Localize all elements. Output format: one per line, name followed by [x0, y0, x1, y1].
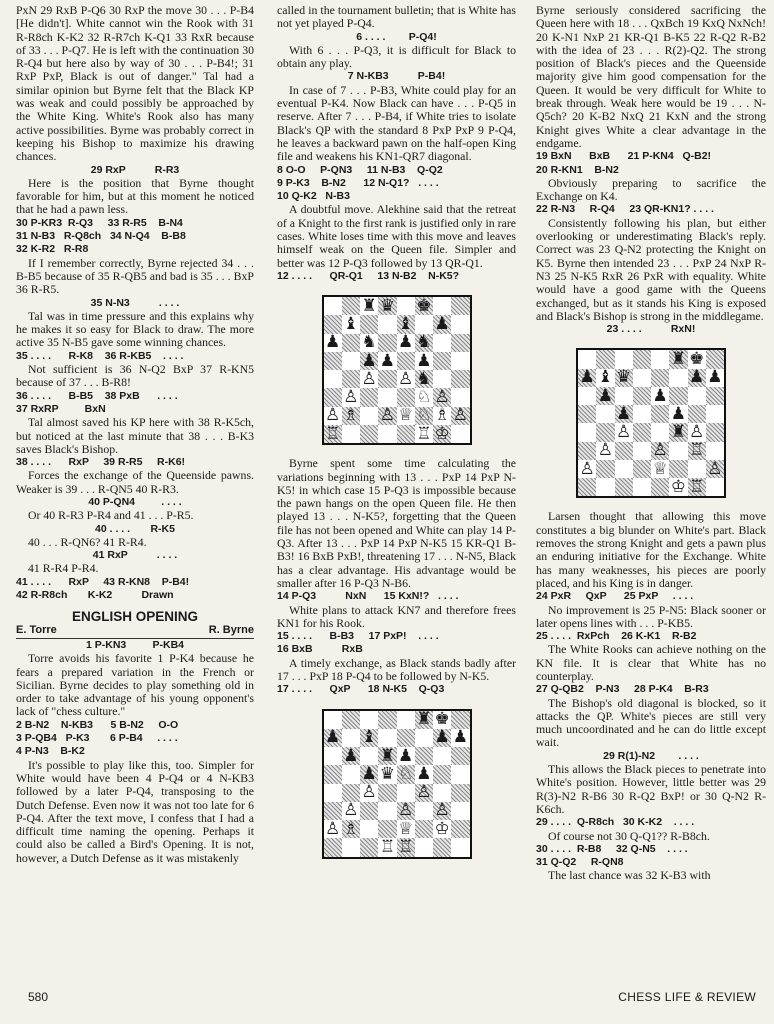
white-pawn-icon: ♙: [416, 783, 432, 802]
board-square: [324, 352, 342, 370]
annotation-paragraph: Larsen thought that allowing this move constitutes a big blunder on White's part. Black removes the strong Knight and gets a pawn plus an enduring initiative for the Exchange. White has many weaknesses, his pieces are poorly placed, and his King is in danger.: [536, 509, 766, 590]
board-square: [615, 442, 633, 460]
board-square: [633, 387, 651, 405]
annotation-paragraph: Byrne spent some time calculating the variations beginning with 13 . . . PxP 14 PxP N-K5! in which case 15 P-Q3 is impossible because the pawn hangs on the open Queen file. He then played 13 . . . N-K5?, forgetting that the Queen file has not been opened and White can play 14 P-Q3. After 13 . . . PxP 14 PxP N-K5 15 KR-Q1 B-B3! 16 BxB PxB!, threatening 17 . . . N-N5, Black has a clear advantage. His advantage would be smaller after 16 P-Q3 N-B6.: [277, 456, 516, 590]
move-line: 19 BxN BxB 21 P-KN4 Q-B2! 20 R-KN1 B-N2: [536, 150, 712, 176]
board-square: [433, 370, 451, 388]
board-square: [324, 315, 342, 333]
board-square: [578, 405, 596, 423]
board-square: [415, 820, 433, 838]
white-queen-icon: ♕: [398, 406, 414, 425]
players-line: [16, 624, 254, 639]
board-square: [688, 387, 706, 405]
annotation-paragraph: In case of 7 . . . P-B3, White could play for an eventual P-K4. Now Black can have . . . P-Q5 in reserve. After 7 . . . P-B4, if White tries to isolate Black's QP with the standard 8 PxP PxP 9 P-Q4, he leaves a backward pawn on the half-open King file and weakens his KN1-QR7 diagonal.: [277, 82, 516, 164]
annotation-paragraph: 41 R-R4 P-R4.: [28, 561, 99, 576]
white-player: E. Torre: [16, 623, 57, 636]
board-square: [633, 460, 651, 478]
white-pawn-icon: ♙: [579, 459, 595, 479]
move-line: 14 P-Q3 NxN 15 KxN!? . . . .: [277, 590, 459, 603]
white-queen-icon: ♕: [652, 459, 668, 479]
board-square: [415, 729, 433, 747]
board-square: [324, 838, 342, 856]
board-square: [633, 478, 651, 496]
white-rook-icon: ♖: [325, 424, 341, 444]
move-line: 30 . . . . R-B8 32 Q-N5 . . . . 31 Q-Q2 R-QN8: [536, 842, 688, 869]
board-square: [397, 352, 415, 370]
board-square: [451, 425, 469, 443]
white-pawn-icon: ♙: [325, 820, 341, 839]
annotation-paragraph: Or 40 R-R3 P-R4 and 41 . . . P-R5.: [28, 508, 194, 523]
move-line: 35 N-N3 . . . .: [90, 296, 180, 309]
board-square: [324, 802, 342, 820]
board-square: [378, 334, 396, 352]
board-square: [633, 423, 651, 441]
board-square: [688, 405, 706, 423]
board-square: [651, 405, 669, 423]
white-pawn-icon: ♙: [707, 459, 723, 479]
page-number: 580: [28, 990, 49, 1004]
move-line: 8 O-O P-QN3 11 N-B3 Q-Q2 9 P-K3 B-N2 12 N-Q1? . . . . 10 Q-K2 N-B3: [277, 163, 443, 203]
board-square: [578, 423, 596, 441]
black-pawn-icon: ♟: [652, 386, 668, 406]
black-king-icon: ♚: [434, 710, 450, 729]
board-square: [451, 315, 469, 333]
move-line: 29 R(1)-N2 . . . .: [603, 749, 699, 762]
black-knight-icon: ♞: [416, 370, 432, 389]
board-square: [397, 425, 415, 443]
board-square: [451, 334, 469, 352]
board-square: [433, 838, 451, 856]
column-middle: [277, 4, 516, 871]
annotation-paragraph: The Bishop's old diagonal is blocked, so it attacks the QP. White's pieces are still very much uncoordinated and he can do little except wait.: [536, 695, 766, 750]
black-queen-icon: ♛: [616, 368, 632, 387]
board-square: [633, 405, 651, 423]
black-pawn-icon: ♟: [707, 368, 723, 387]
white-pawn-icon: ♙: [379, 406, 395, 425]
white-pawn-icon: ♙: [689, 423, 705, 442]
white-king-icon: ♔: [670, 478, 686, 497]
move-line: 36 . . . . B-B5 38 PxB . . . . 37 RxRP BxN: [16, 389, 178, 415]
board-square: [451, 765, 469, 783]
move-line: 38 . . . . RxP 39 R-R5 R-K6!: [16, 456, 186, 469]
annotation-paragraph: The last chance was 32 K-B3 with: [548, 868, 711, 883]
annotation-paragraph: White plans to attack KN7 and therefore frees KN1 for his Rook.: [277, 602, 516, 630]
board-square: [360, 315, 378, 333]
white-rook-icon: ♖: [689, 478, 705, 497]
move-line: 25 . . . . RxPch 26 K-K1 R-B2: [536, 630, 697, 643]
board-square: [397, 729, 415, 747]
column-right-text-bottom: [536, 510, 766, 882]
white-pawn-icon: ♙: [434, 388, 450, 407]
board-square: [706, 423, 724, 441]
black-player: R. Byrne: [208, 623, 254, 636]
black-king-icon: ♚: [689, 350, 705, 369]
chess-diagram-3: [576, 348, 726, 498]
board-square: [378, 711, 396, 729]
black-pawn-icon: ♟: [416, 765, 432, 784]
white-pawn-icon: ♙: [652, 441, 668, 460]
board-square: [378, 802, 396, 820]
column-left-text: [16, 4, 254, 602]
black-bishop-icon: ♝: [343, 315, 359, 334]
white-knight-icon: ♘: [416, 388, 432, 407]
white-rook-icon: ♖: [379, 838, 395, 857]
board-square: [324, 765, 342, 783]
black-pawn-icon: ♟: [670, 405, 686, 424]
board-square: [397, 388, 415, 406]
column-right: [536, 4, 766, 883]
annotation-paragraph: No improvement is 25 P-N5: Black sooner or later opens lines with . . . P-KB5.: [536, 602, 766, 630]
column-middle-text-top: [277, 4, 516, 283]
white-pawn-icon: ♙: [361, 783, 377, 802]
board-square: [360, 747, 378, 765]
move-line: 12 . . . . QR-Q1 13 N-B2 N-K5?: [277, 269, 460, 282]
annotation-paragraph: 40 . . . R-QN6? 41 R-R4.: [28, 534, 147, 549]
board-square: [706, 442, 724, 460]
board-square: [324, 747, 342, 765]
move-line: 2 B-N2 N-KB3 5 B-N2 O-O 3 P-QB4 P-K3 6 P-B4 . . . . 4 P-N3 B-K2: [16, 718, 179, 758]
board-square: [378, 784, 396, 802]
white-bishop-icon: ♗: [434, 406, 450, 425]
board-square: [415, 747, 433, 765]
board-square: [615, 460, 633, 478]
board-square: [324, 711, 342, 729]
column-middle-text-bottom: [277, 457, 516, 696]
black-bishop-icon: ♝: [398, 315, 414, 334]
board-square: [451, 297, 469, 315]
board-square: [596, 405, 614, 423]
publication-title: CHESS LIFE & REVIEW: [618, 990, 756, 1004]
black-pawn-icon: ♟: [616, 405, 632, 424]
black-pawn-icon: ♟: [416, 351, 432, 371]
board-square: [633, 442, 651, 460]
board-square: [615, 387, 633, 405]
black-knight-icon: ♞: [361, 333, 377, 352]
white-pawn-icon: ♙: [361, 370, 377, 389]
board-square: [415, 838, 433, 856]
annotation-paragraph: It's possible to play like this, too. Simpler for White would have been 4 P-Q4 or 4 N-KB3 followed by a later P-Q4, transposing to the Dutch Defense. Even now it was not too late for 6 P-Q4. After the text move, I confess that I had a difficult time naming the opening. Perhaps it could also be called a Bird's Opening. It is not, however, a Dutch Defense as it was mistakenly: [16, 757, 254, 865]
chess-diagram-1: [322, 295, 472, 445]
white-pawn-icon: ♙: [452, 406, 468, 425]
white-king-icon: ♔: [434, 820, 450, 839]
annotation-paragraph: PxN 29 RxB P-Q6 30 RxP the move 30 . . . P-B4 [He didn't]. White cannot win the Rook with 31 R-R8ch K-K2 32 R-R7ch K-Q1 33 RxR because of 33 . . . P-Q7. He is left with the continuation 30 R-Q4 but here also by way of 30 . . . P-B4!; 31 RxP PxP, Black is out of danger." Tal had a similar opinion but Byrne felt that the Black KP was weak and could possibly be approached by the White King. White's Rook also has many active possibilities. Byrne was probably correct in keeping his Bishop to maximize his drawing chances.: [16, 3, 254, 164]
board-square: [706, 387, 724, 405]
annotation-paragraph: This allows the Black pieces to penetrate into White's position. However, little better was 29 R(3)-N2 R-B6 30 R-Q2 BxP! or 30 Q-N2 R-K6ch.: [536, 762, 766, 816]
board-square: [451, 747, 469, 765]
black-rook-icon: ♜: [379, 747, 395, 766]
board-square: [360, 802, 378, 820]
board-square: [415, 315, 433, 333]
black-pawn-icon: ♟: [379, 351, 395, 371]
move-line: 27 Q-QB2 P-N3 28 P-K4 B-R3: [536, 683, 709, 696]
board-square: [360, 407, 378, 425]
move-line: 35 . . . . R-K8 36 R-KB5 . . . .: [16, 349, 184, 362]
white-pawn-icon: ♙: [343, 388, 359, 407]
move-line: 23 . . . . RxN!: [606, 323, 696, 336]
board-square: [360, 820, 378, 838]
board-square: [342, 297, 360, 315]
board-square: [651, 350, 669, 368]
black-pawn-icon: ♟: [597, 386, 613, 406]
black-king-icon: ♚: [416, 297, 432, 316]
annotation-paragraph: Not sufficient is 36 N-Q2 BxP 37 R-KN5 because of 37 . . . B-R8!: [16, 362, 254, 390]
board-square: [433, 334, 451, 352]
board-square: [342, 425, 360, 443]
board-square: [324, 388, 342, 406]
white-rook-icon: ♖: [416, 424, 432, 444]
board-square: [342, 729, 360, 747]
board-square: [378, 820, 396, 838]
board-square: [633, 369, 651, 387]
annotation-paragraph: Tal almost saved his KP here with 38 R-K5ch, but noticed at the last minute that 38 . . . B-K3 saves Black's Bishop.: [16, 415, 254, 456]
board-square: [397, 784, 415, 802]
move-line: 7 N-KB3 P-B4!: [347, 70, 446, 83]
board-square: [342, 838, 360, 856]
board-square: [651, 369, 669, 387]
board-square: [397, 297, 415, 315]
annotation-paragraph: A doubtful move. Alekhine said that the retreat of a Knight to the first rank is justified only in rare cases. White loses time with this move and leaves himself weak on the Queen file. Simpler and better was 12 P-Q3 followed by 13 QR-Q1.: [277, 202, 516, 270]
move-line: 24 PxR QxP 25 PxP . . . .: [536, 590, 694, 603]
black-pawn-icon: ♟: [579, 368, 595, 387]
white-pawn-icon: ♙: [343, 801, 359, 821]
board-square: [451, 352, 469, 370]
annotation-paragraph: A timely exchange, as Black stands badly after 17 . . . PxP 18 P-Q4 to be followed by N-K5.: [277, 655, 516, 683]
white-pawn-icon: ♙: [325, 406, 341, 425]
white-pawn-icon: ♙: [398, 370, 414, 389]
board-square: [688, 460, 706, 478]
board-square: [451, 784, 469, 802]
board-square: [596, 460, 614, 478]
board-square: [651, 478, 669, 496]
black-queen-icon: ♛: [379, 765, 395, 784]
board-square: [342, 370, 360, 388]
move-line: 17 . . . . QxP 18 N-K5 Q-Q3: [277, 683, 445, 696]
move-line: 30 P-KR3 R-Q3 33 R-R5 B-N4 31 N-B3 R-Q8ch 34 N-Q4 B-B8 32 K-R2 R-R8: [16, 216, 186, 256]
annotation-paragraph: Obviously preparing to sacrifice the Exchange on K4.: [536, 175, 766, 204]
board-square: [669, 369, 687, 387]
black-pawn-icon: ♟: [325, 728, 341, 748]
board-square: [578, 387, 596, 405]
board-square: [360, 388, 378, 406]
black-pawn-icon: ♟: [398, 333, 414, 352]
board-square: [669, 442, 687, 460]
board-square: [433, 352, 451, 370]
black-pawn-icon: ♟: [452, 728, 468, 748]
board-square: [433, 297, 451, 315]
board-square: [433, 765, 451, 783]
annotation-paragraph: called in the tournament bulletin; that is White has not yet played P-Q4.: [277, 3, 516, 31]
black-rook-icon: ♜: [670, 423, 686, 442]
board-square: [433, 747, 451, 765]
annotation-paragraph: Here is the position that Byrne thought favorable for him, but at this moment he noticed that he had a pawn less.: [16, 175, 254, 217]
annotation-paragraph: Tal was in time pressure and this explains why he makes it so easy for Black to draw. The more active 35 N-B5 gave some winning chances.: [16, 308, 254, 350]
white-knight-icon: ♘: [398, 765, 414, 784]
board-square: [324, 297, 342, 315]
board-square: [706, 350, 724, 368]
black-pawn-icon: ♟: [434, 728, 450, 748]
black-pawn-icon: ♟: [398, 747, 414, 766]
board-square: [578, 478, 596, 496]
white-pawn-icon: ♙: [616, 423, 632, 442]
board-square: [342, 784, 360, 802]
board-square: [596, 350, 614, 368]
board-square: [360, 425, 378, 443]
board-square: [378, 388, 396, 406]
move-line: 41 . . . . RxP 43 R-KN8 P-B4! 42 R-R8ch K-K2 Drawn: [16, 575, 190, 602]
board-square: [324, 370, 342, 388]
annotation-paragraph: Of course not 30 Q-Q1?? R-B8ch.: [548, 828, 710, 843]
board-square: [451, 370, 469, 388]
white-knight-icon: ♘: [416, 406, 432, 425]
board-square: [342, 352, 360, 370]
board-square: [633, 350, 651, 368]
board-square: [651, 423, 669, 441]
move-line: 15 . . . . B-B3 17 PxP! . . . . 16 BxB RxB: [277, 630, 439, 656]
move-line: 29 . . . . Q-R8ch 30 K-K2 . . . .: [536, 816, 695, 829]
black-rook-icon: ♜: [416, 710, 432, 729]
board-square: [451, 838, 469, 856]
white-pawn-icon: ♙: [597, 441, 613, 460]
board-square: [578, 442, 596, 460]
opening-heading: ENGLISH OPENING: [71, 609, 198, 625]
white-rook-icon: ♖: [689, 441, 705, 460]
board-square: [615, 350, 633, 368]
annotation-paragraph: The White Rooks can achieve nothing on the KN file. It is clear that White has no counterplay.: [536, 642, 766, 683]
board-square: [360, 711, 378, 729]
board-square: [706, 478, 724, 496]
board-square: [342, 765, 360, 783]
move-line: 29 RxP R-R3: [90, 163, 180, 176]
black-pawn-icon: ♟: [325, 333, 341, 352]
board-square: [578, 350, 596, 368]
black-rook-icon: ♜: [670, 350, 686, 369]
black-pawn-icon: ♟: [434, 315, 450, 334]
white-rook-icon: ♖: [398, 838, 414, 857]
black-pawn-icon: ♟: [361, 765, 377, 784]
board-square: [360, 838, 378, 856]
board-square: [451, 820, 469, 838]
chess-diagram-2: [322, 709, 472, 859]
white-pawn-icon: ♙: [398, 801, 414, 821]
board-square: [433, 784, 451, 802]
annotation-paragraph: If I remember correctly, Byrne rejected 34 . . . B-B5 because of 35 R-QB5 and bad is 35 . . . BxP 36 R-R5.: [16, 255, 254, 297]
board-square: [342, 711, 360, 729]
annotation-paragraph: Consistently following his plan, but either overlooking or underestimating Black's reply. Correct was 23 Q-N2 protecting the Knight on K5. Byrne then intended 23 . . . PxP 24 NxP R-N3 25 N-K5 RxR 26 PxR with equality. White would have a good game with the Queens exchanged, but as it stands his King is exposed and Black's Bishop is strong in the middlegame.: [536, 215, 766, 323]
annotation-paragraph: Torre avoids his favorite 1 P-K4 because he fears a prepared variation in the French or Sicilian. Byrne decides to play something old in order to take advantage of his young opponent's lack of "chess culture.": [16, 651, 254, 719]
black-knight-icon: ♞: [416, 333, 432, 352]
white-bishop-icon: ♗: [343, 406, 359, 425]
board-square: [451, 802, 469, 820]
board-square: [596, 423, 614, 441]
board-square: [397, 711, 415, 729]
black-bishop-icon: ♝: [597, 368, 613, 387]
board-square: [378, 370, 396, 388]
column-left: [16, 4, 254, 865]
move-line: 6 . . . . P-Q4!: [356, 30, 437, 43]
move-line: 40 P-QN4 . . . .: [88, 495, 182, 508]
black-rook-icon: ♜: [361, 297, 377, 316]
annotation-paragraph: With 6 . . . P-Q3, it is difficult for Black to obtain any play.: [277, 42, 516, 71]
board-square: [324, 784, 342, 802]
board-square: [615, 478, 633, 496]
board-square: [669, 460, 687, 478]
board-square: [378, 425, 396, 443]
move-line: 1 P-KN3 P-KB4: [85, 638, 185, 651]
column-left-game-text: [16, 639, 254, 865]
black-queen-icon: ♛: [379, 297, 395, 316]
board-square: [378, 315, 396, 333]
board-square: [415, 802, 433, 820]
board-square: [669, 387, 687, 405]
column-right-text-top: [536, 4, 766, 336]
black-bishop-icon: ♝: [361, 728, 377, 748]
white-bishop-icon: ♗: [343, 820, 359, 839]
white-pawn-icon: ♙: [434, 801, 450, 821]
black-pawn-icon: ♟: [343, 747, 359, 766]
board-square: [451, 711, 469, 729]
move-line: 41 RxP . . . .: [92, 549, 178, 562]
board-square: [706, 405, 724, 423]
white-queen-icon: ♕: [398, 820, 414, 839]
black-pawn-icon: ♟: [361, 351, 377, 371]
annotation-paragraph: Forces the exchange of the Queenside pawns. Weaker is 39 . . . R-QN5 40 R-R3.: [16, 468, 254, 496]
board-square: [378, 729, 396, 747]
board-square: [596, 478, 614, 496]
board-square: [342, 334, 360, 352]
board-square: [451, 388, 469, 406]
move-line: 22 R-N3 R-Q4 23 QR-KN1? . . . .: [536, 203, 714, 216]
black-pawn-icon: ♟: [689, 368, 705, 387]
move-line: 40 . . . . R-K5: [95, 522, 175, 535]
annotation-paragraph: Byrne seriously considered sacrificing the Queen here with 18 . . . QxBch 19 KxQ NxNch! 20 K-N1 NxP 21 KR-Q1 B-K5 22 R-Q2 R-B2 with the idea of 23 . . . R(2)-Q2. The strong position of Black's pieces and the Queenside majority give him good compensation for the Queen. It would be very difficult for White to break through. Weak here would be 19 . . . N-Q5ch? 20 K-B2 NxQ 21 KxN and the strong Knight gives White a clear advantage in the endgame.: [536, 3, 766, 150]
white-king-icon: ♔: [434, 424, 450, 444]
